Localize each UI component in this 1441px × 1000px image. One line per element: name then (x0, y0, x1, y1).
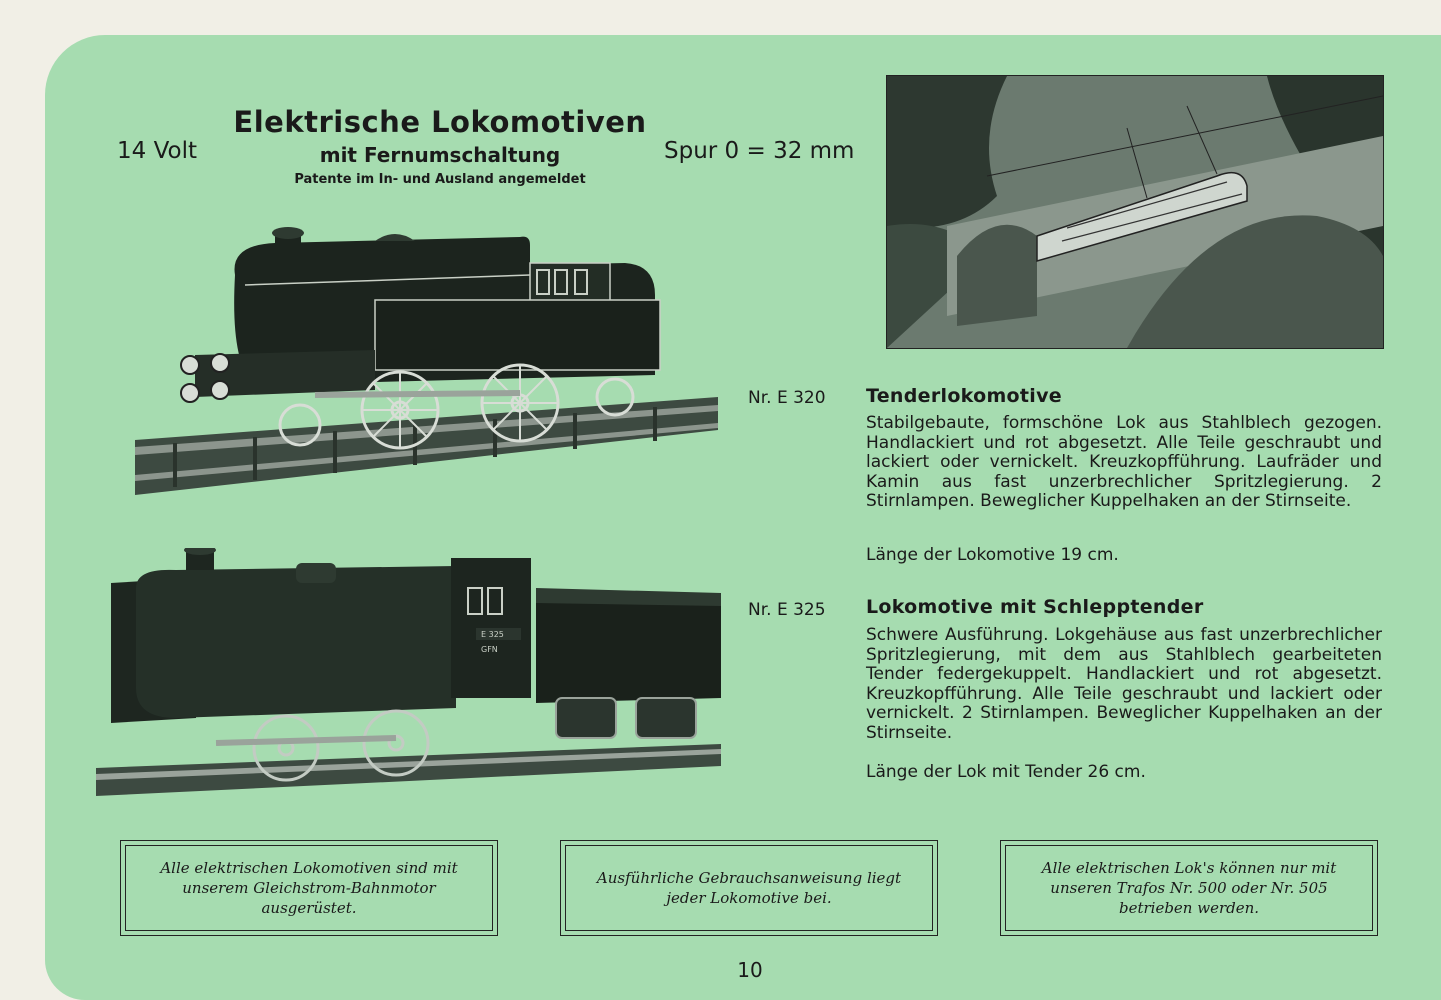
voltage-label: 14 Volt (117, 138, 198, 164)
note-transformers (1000, 840, 1378, 936)
electric-train-bridge-illustration (886, 75, 1384, 349)
note-instructions-text: Ausführliche Gebrauchsanweisung liegt jeder Lokomotive bei. (596, 869, 902, 907)
patent-note: Patente im In- und Ausland angemeldet (294, 172, 586, 187)
page-title: Elektrische Lokomotiven (233, 105, 647, 139)
product-number-e320: Nr. E 320 (748, 388, 826, 408)
tender-locomotive-photo (96, 548, 721, 823)
note-motor (120, 840, 498, 936)
svg-text:E 325: E 325 (481, 630, 504, 639)
product-length-e325: Länge der Lok mit Tender 26 cm. (866, 762, 1146, 782)
product-number-e325: Nr. E 325 (748, 600, 826, 620)
product-title-e325: Lokomotive mit Schlepptender (866, 596, 1204, 618)
product-title-e320: Tenderlokomotive (866, 385, 1062, 407)
tank-locomotive-photo (135, 225, 718, 495)
product-description-e320: Stabilgebaute, formschöne Lok aus Stahlblech gezogen. Handlackiert und rot abgesetzt. Alle Teile geschraubt und lackiert oder vernickelt. Kreuzkopfführung. Laufräder und Kamin aus fast unzerbrechlicher Spritzlegierung. 2 Stirnlampen. Beweglicher Kuppelhaken an der Stirnseite. (866, 413, 1382, 511)
note-instructions (560, 840, 938, 936)
svg-text:GFN: GFN (481, 645, 498, 654)
note-transformers-text: Alle elektrischen Lok's können nur mit unseren Trafos Nr. 500 oder Nr. 505 betrieben werden. (1041, 859, 1337, 917)
page-subtitle: mit Fernumschaltung (319, 143, 561, 167)
product-length-e320: Länge der Lokomotive 19 cm. (866, 545, 1119, 565)
page-number: 10 (737, 958, 763, 982)
product-description-e325: Schwere Ausführung. Lokgehäuse aus fast unzerbrechlicher Spritzlegierung, mit dem aus Stahlblech gearbeiteten Tender federgekuppelt. Handlackiert und rot abgesetzt. Kreuzkopfführung. Alle Teile geschraubt und lackiert oder vernickelt. 2 Stirnlampen. Beweglicher Kuppelhaken an der Stirnseite. (866, 625, 1382, 743)
gauge-label: Spur 0 = 32 mm (664, 138, 855, 164)
note-motor-text: Alle elektrischen Lokomotiven sind mit unserem Gleichstrom-Bahnmotor ausgerüstet. (160, 859, 458, 917)
